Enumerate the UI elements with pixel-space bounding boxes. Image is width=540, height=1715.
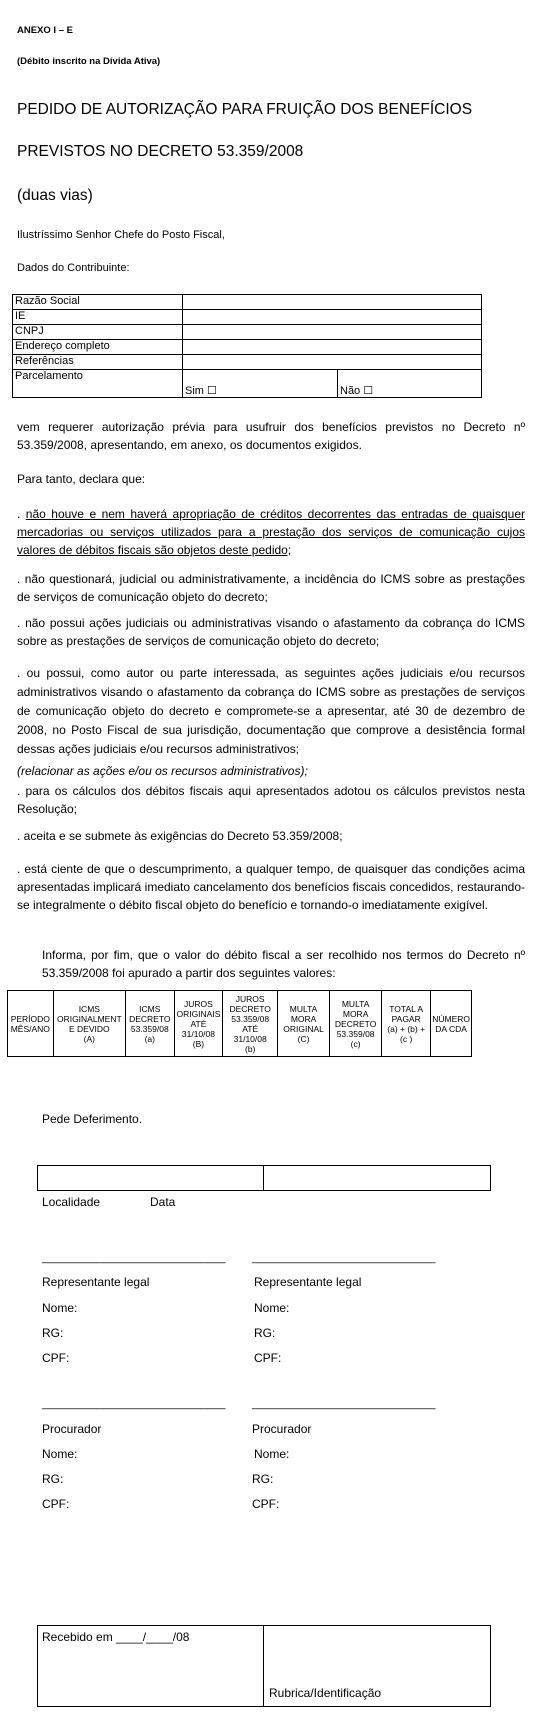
place-date-divider	[263, 1166, 264, 1190]
signature-line: ______________________________	[252, 1398, 436, 1410]
col-interest-original: JUROS ORIGINAIS ATÉ 31/10/08 (B)	[174, 991, 223, 1057]
declaration-4-note: (relacionar as ações e/ou os recursos administrativos);	[17, 764, 308, 778]
signature-line: ______________________________	[42, 1398, 226, 1410]
declaration-2: . não questionará, judicial ou administrativamente, a incidência do ICMS sobre as prestações de serviços de comunicação objeto do decreto;	[17, 572, 525, 604]
proc-name-1: Nome:	[42, 1447, 78, 1461]
row-value[interactable]	[183, 355, 482, 370]
row-label: IE	[13, 310, 183, 325]
row-label: Referências	[13, 355, 183, 370]
no-checkbox[interactable]: Não ☐	[338, 370, 482, 398]
col-period: PERÍODO MÊS/ANO	[8, 991, 54, 1057]
proc-name-2: Nome:	[254, 1447, 290, 1461]
col-interest-decree: JUROS DECRETO 53.359/08 ATÉ 31/10/08 (b)	[223, 991, 278, 1057]
declares-intro: Para tanto, declara que:	[17, 472, 146, 486]
declaration-3: . não possui ações judiciais ou administrativas visando o afastamento da cobrança do ICMS sobre as prestações de serviços de comunicação objeto do decreto;	[17, 616, 525, 648]
declaration-1-text: haverá apropriação de créditos decorrentes das entradas de quaisquer mercadorias ou serviços utilizados para a prestação dos serviços de comunicação cujos valores de débitos fiscais são objetos deste pedido;	[17, 507, 525, 557]
yes-checkbox[interactable]: Sim ☐	[183, 370, 338, 398]
row-label: Endereço completo	[13, 340, 183, 355]
declaration-7: . está ciente de que o descumprimento, a qualquer tempo, de quaisquer das condições acima apresentadas implicará imediato cancelamento dos benefícios fiscais concedidos, restaurando-se integralmente o débito fiscal objeto do benefício e tornando-o imediatamente exigível.	[17, 862, 525, 912]
receipt-divider	[263, 1626, 264, 1706]
place-date-box	[37, 1165, 491, 1191]
row-label: Parcelamento	[13, 370, 183, 398]
annex-label: ANEXO I – E	[17, 25, 73, 36]
signature-line: ______________________________	[42, 1252, 226, 1264]
salutation: Ilustríssimo Senhor Chefe do Posto Fiscal,	[17, 229, 225, 241]
signature-line: ______________________________	[252, 1252, 436, 1264]
copies-note: (duas vias)	[17, 187, 93, 204]
declaration-1-bullet: .	[17, 507, 26, 521]
proc-cpf-2: CPF:	[252, 1497, 280, 1511]
col-icms-original: ICMS ORIGINALMENT E DEVIDO (A)	[53, 991, 125, 1057]
rep-label-1: Representante legal	[42, 1275, 150, 1289]
col-fine-original: MULTA MORA ORIGINAL (C)	[278, 991, 330, 1057]
title-line-2: PREVISTOS NO DECRETO 53.359/2008	[17, 143, 304, 160]
col-fine-decree: MULTA MORA DECRETO 53.359/08 (c)	[330, 991, 382, 1057]
col-icms-decree: ICMS DECRETO 53.359/08 (a)	[126, 991, 175, 1057]
declaration-6: . aceita e se submete às exigências do Decreto 53.359/2008;	[17, 829, 343, 843]
taxpayer-table	[12, 294, 482, 398]
place-label: Localidade	[42, 1195, 101, 1209]
row-value[interactable]	[183, 340, 482, 355]
col-cda-number: NÚMERO DA CDA	[431, 991, 472, 1057]
row-label: Razão Social	[13, 295, 183, 310]
rubric-label: Rubrica/Identificação	[269, 1686, 382, 1700]
rep-rg-2: RG:	[254, 1326, 276, 1340]
declaration-4: . ou possui, como autor ou parte interessada, as seguintes ações judiciais e/ou recursos administrativos visando o afastamento da cobrança do ICMS sobre as prestações de serviços de comunicação objeto do decreto e compromete-se a apresentar, até 30 de dezembro de 2008, no Posto Fiscal de sua jurisdição, documentação que comprove a desistência formal dessas ações judiciais e/ou recursos administrativos;	[17, 666, 525, 756]
row-label: CNPJ	[13, 325, 183, 340]
proc-label-2: Procurador	[252, 1422, 312, 1436]
title-line-1: PEDIDO DE AUTORIZAÇÃO PARA FRUIÇÃO DOS BENEFÍCIOS	[17, 101, 473, 118]
declaration-1	[17, 505, 525, 559]
taxpayer-heading: Dados do Contribuinte:	[17, 262, 130, 274]
date-label: Data	[150, 1195, 176, 1209]
declaration-1-emphasis: não houve e nem	[25, 507, 125, 521]
row-value[interactable]	[183, 325, 482, 340]
inform-paragraph: Informa, por fim, que o valor do débito fiscal a ser recolhido nos termos do Decreto nº 53.359/2008 foi apurado a partir dos seguintes valores:	[42, 948, 525, 980]
proc-label-1: Procurador	[42, 1422, 102, 1436]
proc-cpf-1: CPF:	[42, 1497, 70, 1511]
values-table	[7, 990, 472, 1057]
proc-rg-1: RG:	[42, 1472, 64, 1486]
rep-rg-1: RG:	[42, 1326, 64, 1340]
proc-rg-2: RG:	[252, 1472, 274, 1486]
request-granted: Pede Deferimento.	[42, 1112, 143, 1126]
rep-cpf-1: CPF:	[42, 1351, 70, 1365]
declaration-5: . para os cálculos dos débitos fiscais aqui apresentados adotou os cálculos previstos nesta Resolução;	[17, 784, 525, 816]
receipt-box	[37, 1625, 491, 1707]
rep-label-2: Representante legal	[254, 1275, 362, 1289]
rep-name-2: Nome:	[254, 1301, 290, 1315]
annex-subtitle: (Débito inscrito na Dívida Ativa)	[17, 56, 161, 67]
rep-cpf-2: CPF:	[254, 1351, 282, 1365]
rep-name-1: Nome:	[42, 1301, 78, 1315]
request-paragraph: vem requerer autorização prévia para usufruir dos benefícios previstos no Decreto nº 53.359/2008, apresentando, em anexo, os documentos exigidos.	[17, 420, 525, 452]
row-value[interactable]	[183, 310, 482, 325]
col-total: TOTAL A PAGAR (a) + (b) + (c )	[382, 991, 431, 1057]
row-value[interactable]	[183, 295, 482, 310]
received-on: Recebido em ____/____/08	[42, 1630, 190, 1644]
